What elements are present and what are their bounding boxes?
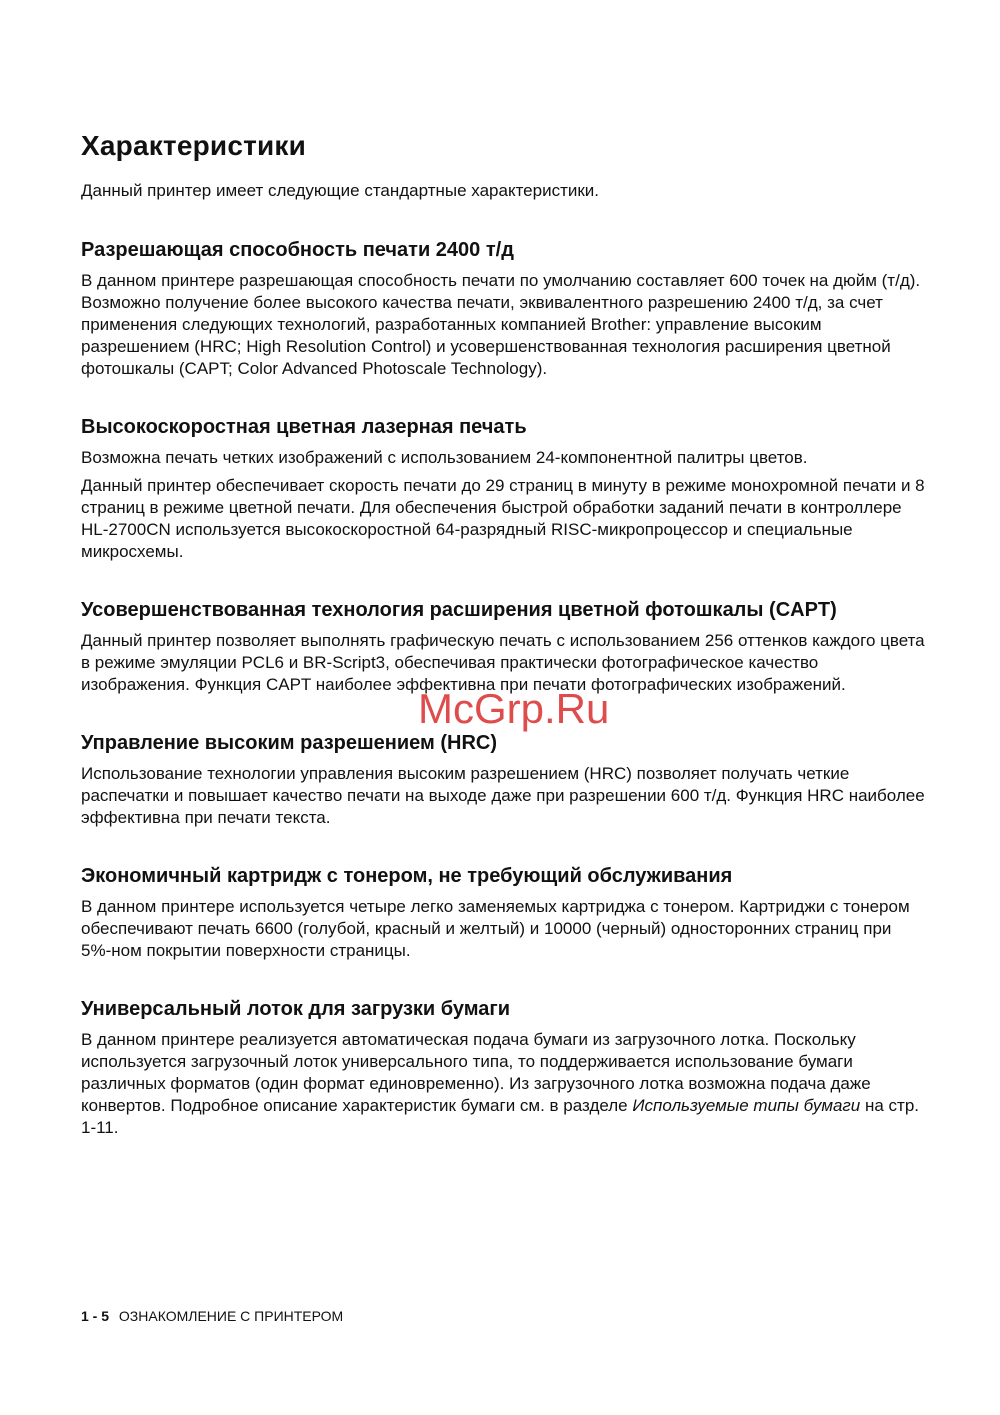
paragraph-text: на стр. 1-11. bbox=[81, 1096, 920, 1137]
section-heading: Разрешающая способность печати 2400 т/д bbox=[81, 239, 514, 261]
section-resolution bbox=[81, 238, 926, 380]
section-paragraph: Данный принтер позволяет выполнять графическую печать с использованием 256 оттенков каждого цвета в режиме эмуляции PCL6 и BR-Script3, обеспечивая практически фотографическое качество изображения. Функция CAPT наиболее эффективна при печати фотографических изображений. bbox=[81, 631, 925, 694]
section-paragraph: В данном принтере разрешающая способность печати по умолчанию составляет 600 точек на дюйм (т/д). Возможно получение более высокого качества печати, эквивалентного разрешению 2400 т/д, за счет применения следующих технологий, разработанных компанией Brother: управление высоким разрешением (HRC; High Resolution Control) и усовершенствованная технология расширения цветной фотошкалы (CAPT; Color Advanced Photoscale Technology). bbox=[81, 271, 921, 378]
paragraph-text: В данном принтере реализуется автоматическая подача бумаги из загрузочного лотка. Поскольку используется загрузочный лоток универсального типа, то поддерживается использование бумаги различных форматов (один формат единовременно). Из загрузочного лотка возможна подача даже конвертов. Подробное описание характеристик бумаги см. в разделе bbox=[81, 1030, 871, 1115]
section-heading: Универсальный лоток для загрузки бумаги bbox=[81, 998, 511, 1020]
section-heading: Усовершенствованная технология расширения цветной фотошкалы (CAPT) bbox=[81, 599, 837, 621]
section-heading: Экономичный картридж с тонером, не требующий обслуживания bbox=[81, 865, 733, 887]
section-paragraph: Использование технологии управления высоким разрешением (HRC) позволяет получать четкие распечатки и повышает качество печати на выходе даже при разрешении 600 т/д. Функция HRC наиболее эффективна при печати текста. bbox=[81, 764, 925, 827]
section-capt bbox=[81, 598, 926, 696]
section-paragraph: В данном принтере используется четыре легко заменяемых картриджа с тонером. Картриджи с тонером обеспечивают печать 6600 (голубой, красный и желтый) и 10000 (черный) односторонних страниц при 5%-ном покрытии поверхности страницы. bbox=[81, 897, 910, 960]
page-content bbox=[81, 130, 926, 1174]
watermark: McGrp.Ru bbox=[418, 685, 610, 732]
paper-types-reference: Используемые типы бумаги bbox=[632, 1096, 861, 1115]
section-paragraph: Данный принтер обеспечивает скорость печати до 29 страниц в минуту в режиме монохромной печати и 8 страниц в режиме цветной печати. Для обеспечения быстрой обработки заданий печати в контроллере HL-2700CN используется высокоскоростной 64-разрядный RISC-микропроцессор и специальные микросхемы. bbox=[81, 476, 925, 561]
section-heading: Высокоскоростная цветная лазерная печать bbox=[81, 416, 527, 438]
page-number: 1 - 5 bbox=[81, 1308, 110, 1324]
chapter-title: ОЗНАКОМЛЕНИЕ С ПРИНТЕРОМ bbox=[118, 1308, 344, 1324]
section-laser-printing bbox=[81, 415, 926, 563]
page-title: Характеристики bbox=[81, 130, 307, 161]
section-paper-tray bbox=[81, 997, 926, 1139]
section-heading: Управление высоким разрешением (HRC) bbox=[81, 732, 498, 754]
section-hrc bbox=[81, 731, 926, 829]
section-paragraph bbox=[81, 1029, 926, 1139]
section-toner bbox=[81, 864, 926, 962]
section-paragraph: Возможна печать четких изображений с использованием 24-компонентной палитры цветов. bbox=[81, 448, 808, 467]
intro-paragraph: Данный принтер имеет следующие стандартные характеристики. bbox=[81, 181, 600, 200]
page-footer bbox=[81, 1308, 343, 1324]
